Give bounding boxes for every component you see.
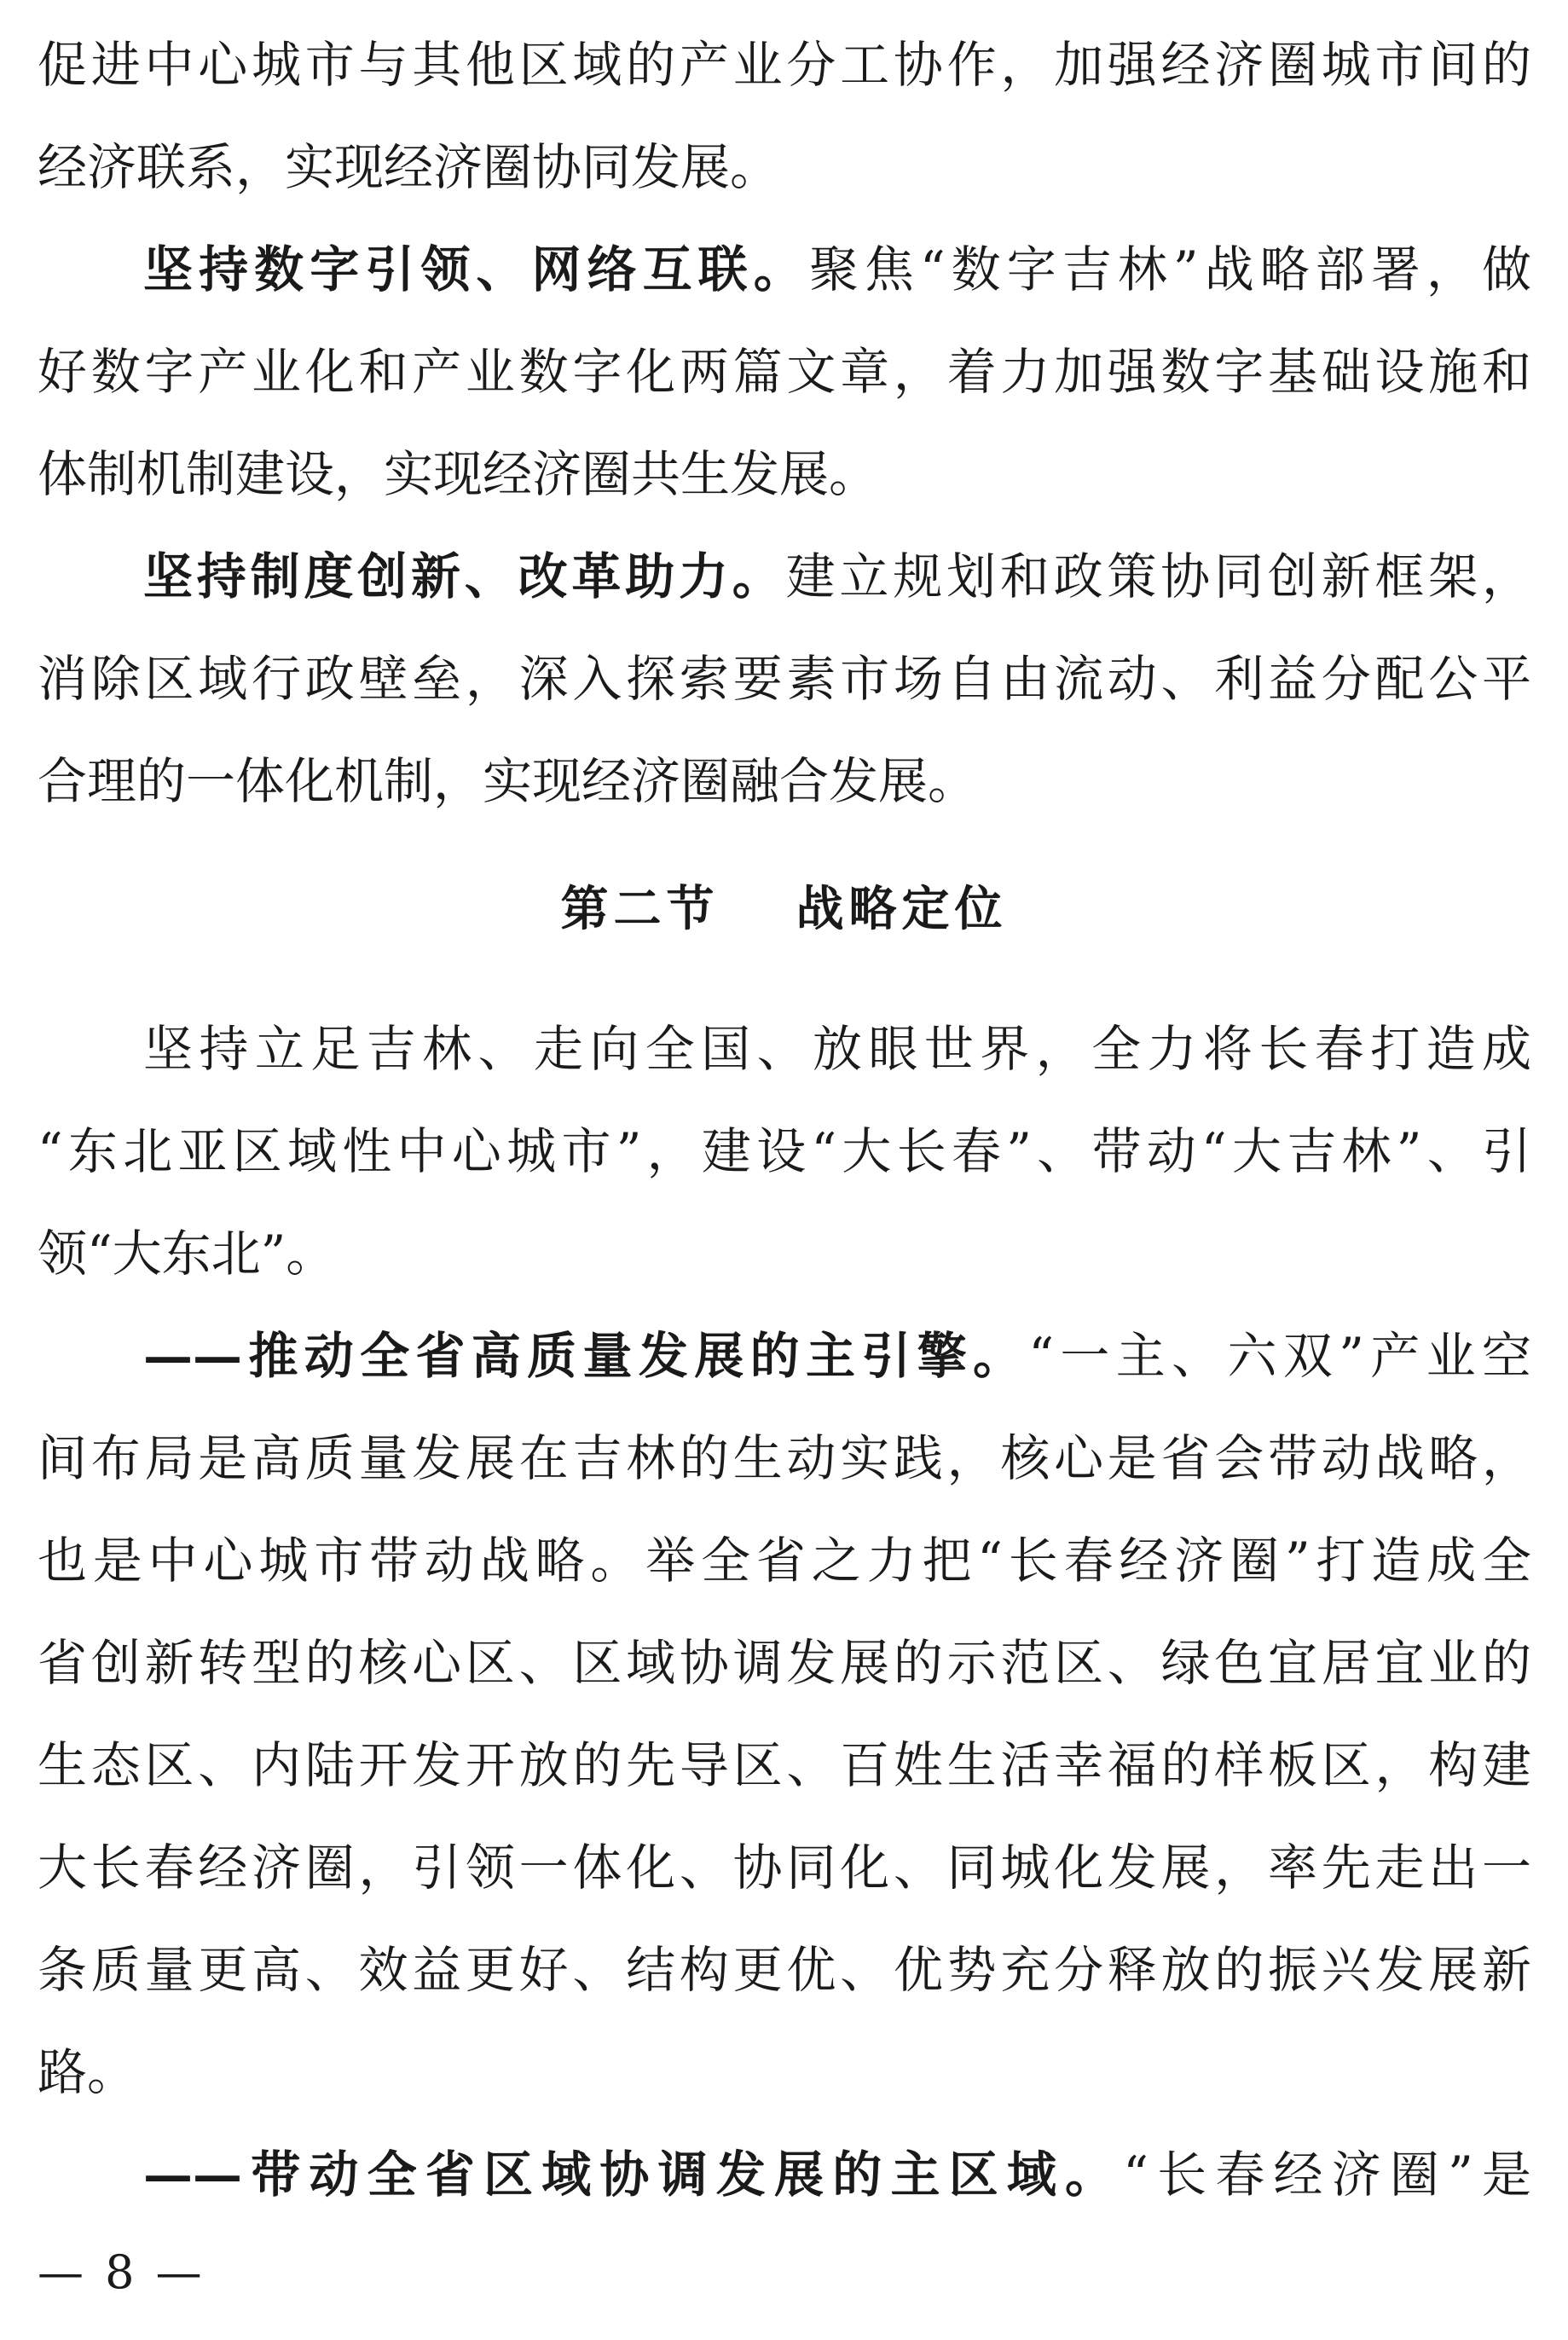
body-line: 经济联系，实现经济圈协同发展。 — [38, 138, 780, 196]
body-line: 促进中心城市与其他区域的产业分工协作，加强经济圈城市间的 — [38, 36, 1531, 94]
body-line: 生态区、内陆开发开放的先导区、百姓生活幸福的样板区，构建 — [38, 1736, 1531, 1794]
body-line: “东北亚区域性中心城市”，建设“大长春”、带动“大吉林”、引 — [38, 1122, 1531, 1180]
body-text: “长春经济圈”是 — [1123, 2146, 1531, 2204]
body-line-with-lead — [143, 2123, 1531, 2226]
body-line: 坚持立足吉林、走向全国、放眼世界，全力将长春打造成 — [143, 1020, 1531, 1078]
body-text: “一主、六双”产业空 — [1028, 1327, 1531, 1385]
body-line-with-lead — [143, 1305, 1531, 1407]
body-line: 领“大东北”。 — [38, 1225, 336, 1283]
body-line: 合理的一体化机制，实现经济圈融合发展。 — [38, 752, 978, 810]
body-line: 条质量更高、效益更好、结构更优、优势充分释放的振兴发展新 — [38, 1941, 1531, 1999]
body-text: 建立规划和政策协同创新框架， — [785, 547, 1531, 605]
body-text: 聚焦“数字吉林”战略部署，做 — [808, 240, 1531, 298]
section-heading — [0, 858, 1568, 960]
bold-lead: ——推动全省高质量发展的主引擎。 — [143, 1327, 1029, 1385]
body-line: 消除区域行政壁垒，深入探索要素市场自由流动、利益分配公平 — [38, 650, 1531, 708]
body-line: 省创新转型的核心区、区域协调发展的示范区、绿色宜居宜业的 — [38, 1634, 1531, 1692]
body-line: 好数字产业化和产业数字化两篇文章，着力加强数字基础设施和 — [38, 343, 1531, 401]
section-title: 战略定位 — [796, 881, 1008, 937]
body-line-with-lead — [143, 218, 1531, 321]
body-line: 体制机制建设，实现经济圈共生发展。 — [38, 445, 879, 503]
body-line: 大长春经济圈，引领一体化、协同化、同城化发展，率先走出一 — [38, 1839, 1531, 1897]
page-number: — 8 — — [38, 2245, 205, 2299]
bold-lead: ——带动全省区域协调发展的主区域。 — [143, 2146, 1124, 2204]
body-line: 也是中心城市带动战略。举全省之力把“长春经济圈”打造成全 — [38, 1532, 1531, 1590]
bold-lead: 坚持数字引领、网络互联。 — [143, 240, 809, 298]
body-line-with-lead — [143, 525, 1531, 628]
body-line: 间布局是高质量发展在吉林的生动实践，核心是省会带动战略， — [38, 1429, 1531, 1487]
section-number: 第二节 — [560, 881, 720, 937]
bold-lead: 坚持制度创新、改革助力。 — [143, 547, 786, 605]
body-line: 路。 — [38, 2043, 137, 2101]
